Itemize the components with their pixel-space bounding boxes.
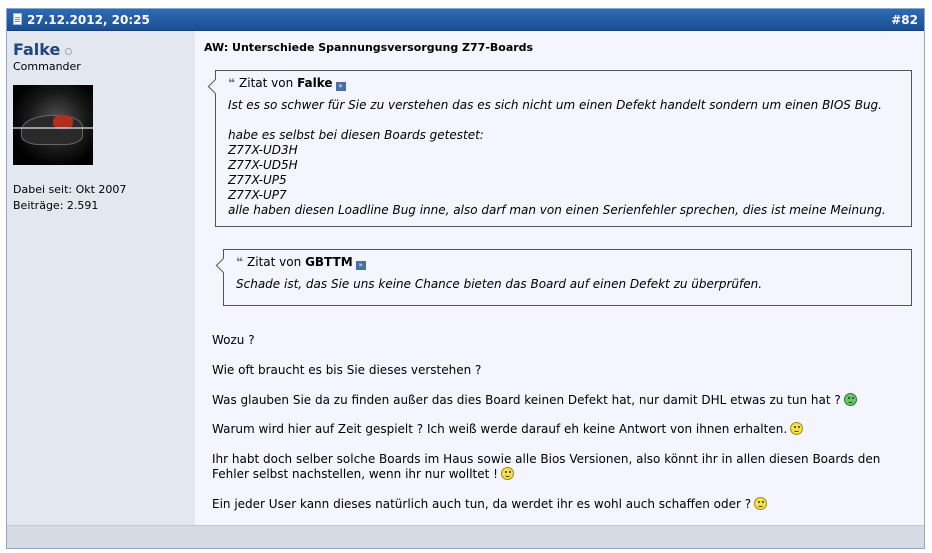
quote-icon: ❝ xyxy=(236,255,242,269)
post-date: 27.12.2012, 20:25 xyxy=(27,13,150,27)
quote-text: Ist es so schwer für Sie zu verstehen das es sich nicht um einen Defekt handelt sondern um einen BIOS Bug. habe es selbst bei diesen Boards getestet: Z77X-UD3H Z77X-UD5H Z77X-UP5 Z77X-UP7 alle haben diesen Loadline Bug inne, also darf man von einen Serienfehler sprechen, dies ist meine Meinung. xyxy=(228,98,886,217)
quote-author: Falke xyxy=(297,76,333,90)
message-line xyxy=(212,497,767,512)
post-footer xyxy=(7,525,924,548)
user-rank: Commander xyxy=(13,60,81,73)
quote-block xyxy=(215,70,912,227)
quote-prefix: Zitat von xyxy=(247,255,302,269)
greengrin-smiley-icon xyxy=(844,393,857,406)
document-icon xyxy=(13,13,22,25)
forum-post xyxy=(6,8,925,549)
quote-header xyxy=(236,255,366,270)
message-line: Wozu ? xyxy=(212,333,255,347)
avatar[interactable] xyxy=(13,85,93,165)
offline-status-icon xyxy=(65,48,72,55)
post-number-link[interactable]: #82 xyxy=(891,13,918,27)
quote-author: GBTTM xyxy=(305,255,353,269)
message-line xyxy=(212,422,803,437)
view-post-icon[interactable]: » xyxy=(336,82,346,91)
post-count: Beiträge: 2.591 xyxy=(13,199,99,212)
avatar-motorbike-shape xyxy=(21,115,83,145)
quote-icon: ❝ xyxy=(228,76,234,90)
quote-header xyxy=(228,76,346,91)
smile-icon xyxy=(754,497,767,510)
message-line: Ihr habt doch selber solche Boards im Haus sowie alle Bios Versionen, also könnt ihr in allen diesen Boards den xyxy=(212,452,881,466)
quote-prefix: Zitat von xyxy=(239,76,294,90)
message-text: Warum wird hier auf Zeit gespielt ? Ich weiß werde darauf eh keine Antwort von ihnen erhalten. xyxy=(212,422,788,436)
username-link[interactable]: Falke xyxy=(13,40,61,59)
post-content xyxy=(195,31,924,526)
smile-icon xyxy=(790,422,803,435)
message-text: Fehler selbst nachstellen, wenn ihr nur wolltet ! xyxy=(212,467,498,481)
post-header xyxy=(7,9,924,31)
quote-notch xyxy=(216,258,232,274)
smile-icon xyxy=(501,467,514,480)
quote-block xyxy=(223,249,912,306)
message-line: Wie oft braucht es bis Sie dieses verstehen ? xyxy=(212,363,482,377)
view-post-icon[interactable]: » xyxy=(356,261,366,270)
join-date: Dabei seit: Okt 2007 xyxy=(13,183,127,196)
message-text: Was glauben Sie da zu finden außer das dies Board keinen Defekt hat, nur damit DHL etwas zu tun hat ? xyxy=(212,393,841,407)
message-text: Ein jeder User kann dieses natürlich auch tun, da werdet ihr es wohl auch schaffen oder ? xyxy=(212,497,752,511)
post-title: AW: Unterschiede Spannungsversorgung Z77-Boards xyxy=(204,41,534,54)
message-line xyxy=(212,393,857,408)
user-info-panel xyxy=(7,31,195,526)
quote-notch xyxy=(208,79,224,95)
avatar-light-streak xyxy=(13,127,93,129)
message-line xyxy=(212,467,514,482)
quote-text: Schade ist, das Sie uns keine Chance bieten das Board auf einen Defekt zu überprüfen. xyxy=(236,277,763,291)
